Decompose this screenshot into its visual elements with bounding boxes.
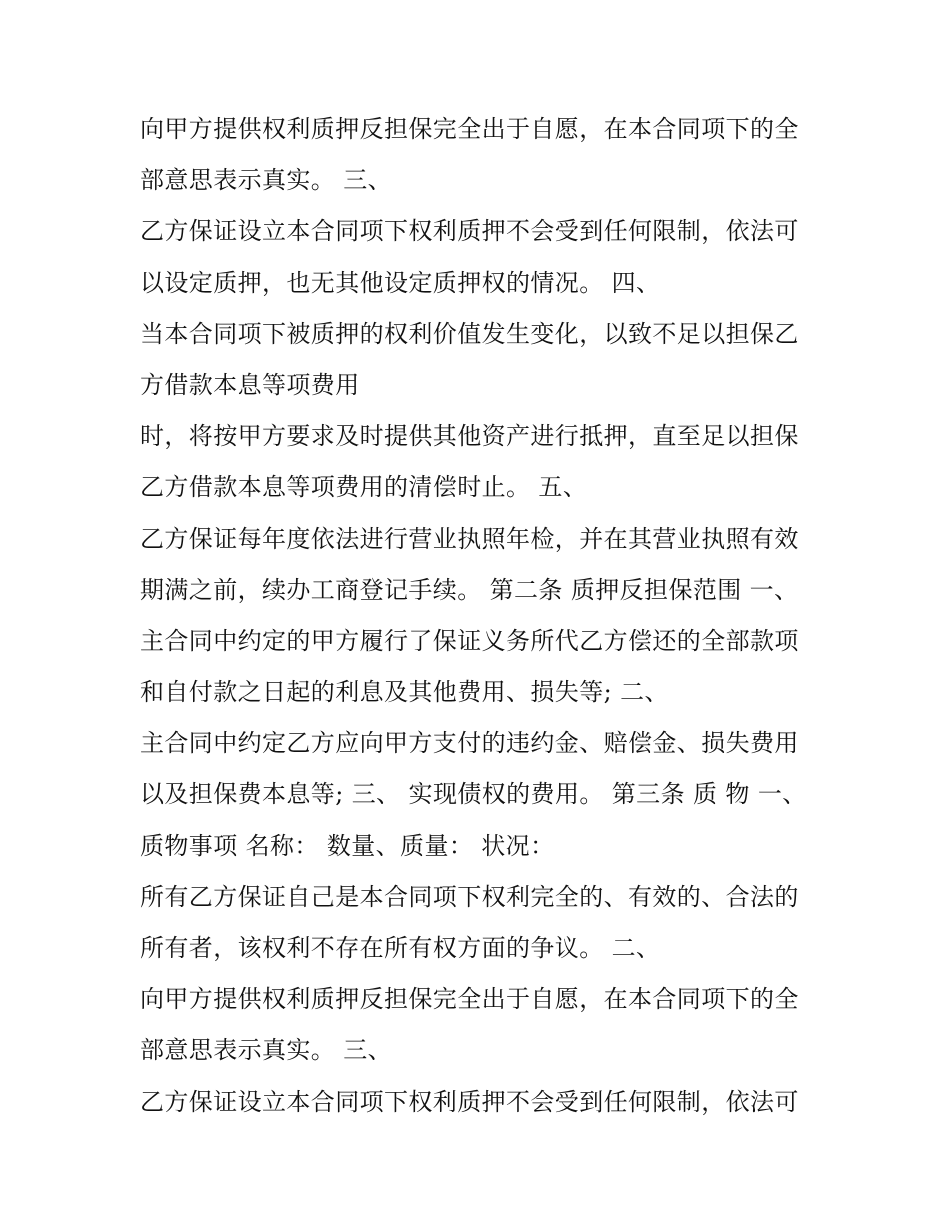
text-line: 以及担保费本息等; 三、 实现债权的费用。 第三条 质 物 一、 bbox=[140, 780, 807, 809]
text-line: 主合同中约定的甲方履行了保证义务所代乙方偿还的全部款项 bbox=[140, 626, 799, 655]
text-line: 乙方保证每年度依法进行营业执照年检，并在其营业执照有效 bbox=[140, 524, 799, 553]
text-line: 乙方保证设立本合同项下权利质押不会受到任何限制，依法可 bbox=[140, 217, 799, 246]
text-line: 以设定质押，也无其他设定质押权的情况。 四、 bbox=[140, 268, 661, 297]
text-line: 和自付款之日起的利息及其他费用、损失等; 二、 bbox=[140, 678, 669, 707]
text-line: 向甲方提供权利质押反担保完全出于自愿，在本合同项下的全 bbox=[140, 115, 799, 143]
text-line: 主合同中约定乙方应向甲方支付的违约金、赔偿金、损失费用 bbox=[140, 729, 799, 758]
text-line: 向甲方提供权利质押反担保完全出于自愿，在本合同项下的全 bbox=[140, 985, 799, 1014]
text-line: 乙方借款本息等项费用的清偿时止。 五、 bbox=[140, 473, 588, 502]
document-body bbox=[140, 104, 820, 1128]
text-line: 期满之前，续办工商登记手续。 第二条 质押反担保范围 一、 bbox=[140, 575, 799, 604]
text-line: 方借款本息等项费用 bbox=[140, 370, 360, 399]
text-line: 所有者，该权利不存在所有权方面的争议。 二、 bbox=[140, 934, 661, 962]
text-line: 所有乙方保证自己是本合同项下权利完全的、有效的、合法的 bbox=[140, 882, 799, 911]
text-line: 乙方保证设立本合同项下权利质押不会受到任何限制，依法可 bbox=[140, 1087, 799, 1116]
text-line: 时，将按甲方要求及时提供其他资产进行抵押，直至足以担保 bbox=[140, 422, 799, 451]
text-line: 质物事项 名称： 数量、质量： 状况： bbox=[140, 831, 555, 860]
text-line: 当本合同项下被质押的权利价值发生变化，以致不足以担保乙 bbox=[140, 319, 799, 348]
text-line: 部意思表示真实。 三、 bbox=[140, 1036, 393, 1065]
text-line: 部意思表示真实。 三、 bbox=[140, 166, 393, 195]
